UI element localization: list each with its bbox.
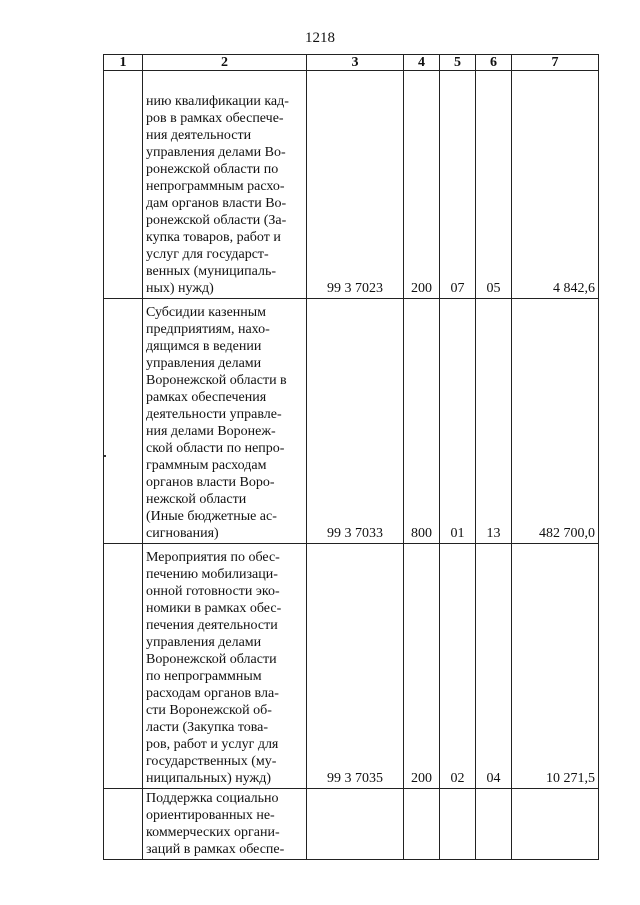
description-line: онной готовности эко- — [146, 584, 280, 599]
description-line: ния делами Воронеж- — [146, 424, 276, 439]
description-line: (Иные бюджетные ас- — [146, 509, 277, 524]
description-line: органов власти Воро- — [146, 475, 275, 490]
description-line: государственных (му- — [146, 754, 277, 769]
section-cell — [440, 789, 476, 860]
description-line: сигнования) — [146, 526, 219, 541]
subsection-cell: 05 — [476, 71, 512, 299]
column-header: 4 — [404, 55, 440, 71]
subsection-cell: 13 — [476, 299, 512, 544]
target-code-cell — [307, 789, 404, 860]
description-line: печения деятельности — [146, 618, 278, 633]
budget-table — [103, 54, 599, 860]
number-cell — [104, 789, 143, 860]
description-line: ния деятельности — [146, 128, 252, 143]
description-line: нежской области — [146, 492, 247, 507]
description-line: услуг для государст- — [146, 247, 269, 262]
description-line: Воронежской области в — [146, 373, 287, 388]
number-cell — [104, 299, 143, 544]
description-line: управления делами — [146, 356, 262, 371]
description-cell — [143, 71, 307, 299]
expense-type-cell: 800 — [404, 299, 440, 544]
amount-cell: 10 271,5 — [512, 544, 599, 789]
description-line: ров в рамках обеспече- — [146, 111, 284, 126]
expense-type-cell: 200 — [404, 544, 440, 789]
table-row — [104, 544, 599, 789]
description-line: предприятиям, нахо- — [146, 322, 270, 337]
description-line: по непрограммным — [146, 669, 262, 684]
page-number: 1218 — [305, 30, 335, 46]
description-line: непрограммным расхо- — [146, 179, 285, 194]
subsection-cell: 04 — [476, 544, 512, 789]
column-header: 1 — [104, 55, 143, 71]
description-line: граммным расходам — [146, 458, 267, 473]
description-line: ных) нужд) — [146, 281, 214, 296]
description-line: расходам органов вла- — [146, 686, 279, 701]
table-row — [104, 299, 599, 544]
description-line: рамках обеспечения — [146, 390, 267, 405]
description-line: ской области по непро- — [146, 441, 285, 456]
description-line: ров, работ и услуг для — [146, 737, 279, 752]
description-line: управления делами Во- — [146, 145, 286, 160]
description-line: номики в рамках обес- — [146, 601, 282, 616]
description-cell — [143, 789, 307, 860]
column-header: 2 — [143, 55, 307, 71]
description-line: ронежской области по — [146, 162, 279, 177]
description-line: ронежской области (За- — [146, 213, 287, 228]
description-line: купка товаров, работ и — [146, 230, 281, 245]
description-line: дящимся в ведении — [146, 339, 262, 354]
description-line: заций в рамках обеспе- — [146, 842, 285, 857]
expense-type-cell — [404, 789, 440, 860]
section-cell: 02 — [440, 544, 476, 789]
table-row — [104, 789, 599, 860]
description-line: Воронежской области — [146, 652, 277, 667]
description-line: сти Воронежской об- — [146, 703, 272, 718]
amount-cell: 482 700,0 — [512, 299, 599, 544]
header-row — [104, 55, 599, 71]
description-cell — [143, 299, 307, 544]
section-cell: 07 — [440, 71, 476, 299]
target-code-cell: 99 3 7035 — [307, 544, 404, 789]
description-cell — [143, 544, 307, 789]
description-line: ориентированных не- — [146, 808, 275, 823]
section-cell: 01 — [440, 299, 476, 544]
column-header: 7 — [512, 55, 599, 71]
description-line: ниципальных) нужд) — [146, 771, 271, 786]
target-code-cell: 99 3 7023 — [307, 71, 404, 299]
description-line: нию квалификации кад- — [146, 94, 289, 109]
column-header: 3 — [307, 55, 404, 71]
expense-type-cell: 200 — [404, 71, 440, 299]
amount-cell — [512, 789, 599, 860]
target-code-cell: 99 3 7033 — [307, 299, 404, 544]
description-line: венных (муниципаль- — [146, 264, 276, 279]
amount-cell: 4 842,6 — [512, 71, 599, 299]
description-line: Субсидии казенным — [146, 305, 267, 320]
description-line: управления делами — [146, 635, 262, 650]
description-line: коммерческих органи- — [146, 825, 280, 840]
column-header: 6 — [476, 55, 512, 71]
description-line: дам органов власти Во- — [146, 196, 287, 211]
subsection-cell — [476, 789, 512, 860]
table-row — [104, 71, 599, 299]
description-line: Поддержка социально — [146, 791, 279, 806]
column-header: 5 — [440, 55, 476, 71]
number-cell — [104, 71, 143, 299]
description-line: печению мобилизаци- — [146, 567, 278, 582]
number-cell — [104, 544, 143, 789]
description-line: деятельности управле- — [146, 407, 282, 422]
description-line: Мероприятия по обес- — [146, 550, 280, 565]
description-line: ласти (Закупка това- — [146, 720, 269, 735]
